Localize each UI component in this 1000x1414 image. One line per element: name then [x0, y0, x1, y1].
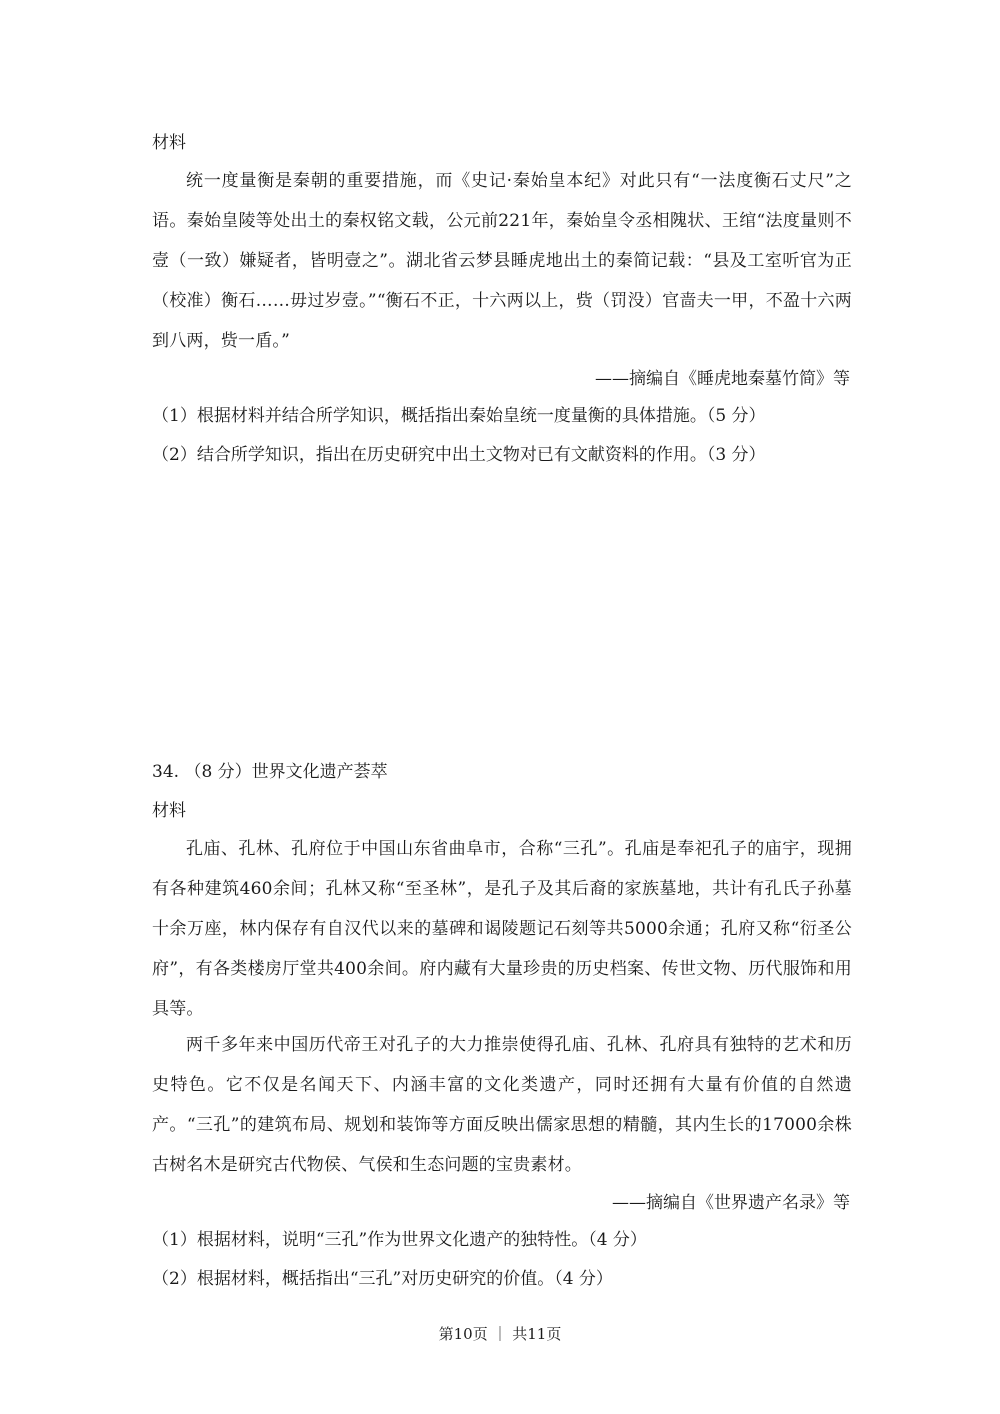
material-paragraph: 孔庙、孔林、孔府位于中国山东省曲阜市，合称“三孔”。孔庙是奉祀孔子的庙宇，现拥有各种建筑460余间；孔林又称“至圣林”，是孔子及其后裔的家族墓地，共计有孔氏子孙墓十余万座，林内保存有自汉代以来的墓碑和谒陵题记石刻等共5000余通；孔府又称“衍圣公府”，有各类楼房厅堂共400余间。府内藏有大量珍贵的历史档案、传世文物、历代服饰和用具等。: [152, 839, 852, 1019]
material-paragraph: 两千多年来中国历代帝王对孔子的大力推崇使得孔庙、孔林、孔府具有独特的艺术和历史特色。它不仅是名闻天下、内涵丰富的文化类遗产，同时还拥有大量有价值的自然遗产。“三孔”的建筑布局、规划和装饰等方面反映出儒家思想的精髓，其内生长的17000余株古树名木是研究古代物侯、气侯和生态问题的宝贵素材。: [152, 1035, 852, 1175]
page-number: 第10页 ｜ 共11页: [438, 1325, 562, 1343]
material-label: 材料: [152, 133, 186, 153]
material-label: 材料: [152, 801, 186, 821]
question-2: （2）根据材料，概括指出“三孔”对历史研究的价值。（4 分）: [152, 1269, 613, 1289]
source-citation: ——摘编自《世界遗产名录》等: [612, 1193, 850, 1213]
material-paragraph: 统一度量衡是秦朝的重要措施，而《史记·秦始皇本纪》对此只有“一法度衡石丈尺”之语。秦始皇陵等处出土的秦权铭文载，公元前221年，秦始皇令丞相隗状、王绾“法度量则不壹（一致）嫌疑者，皆明壹之”。湖北省云梦县睡虎地出土的秦简记载：“县及工室听官为正（校准）衡石……毋过岁壹。”“衡石不正，十六两以上，赀（罚没）官啬夫一甲，不盈十六两到八两，赀一盾。”: [152, 171, 852, 351]
question-heading: 34. （8 分）世界文化遗产荟萃: [152, 762, 388, 782]
question-2: （2）结合所学知识，指出在历史研究中出土文物对已有文献资料的作用。（3 分）: [152, 445, 766, 465]
question-1: （1）根据材料并结合所学知识，概括指出秦始皇统一度量衡的具体措施。（5 分）: [152, 406, 766, 426]
source-citation: ——摘编自《睡虎地秦墓竹简》等: [595, 369, 850, 389]
question-1: （1）根据材料，说明“三孔”作为世界文化遗产的独特性。（4 分）: [152, 1230, 647, 1250]
